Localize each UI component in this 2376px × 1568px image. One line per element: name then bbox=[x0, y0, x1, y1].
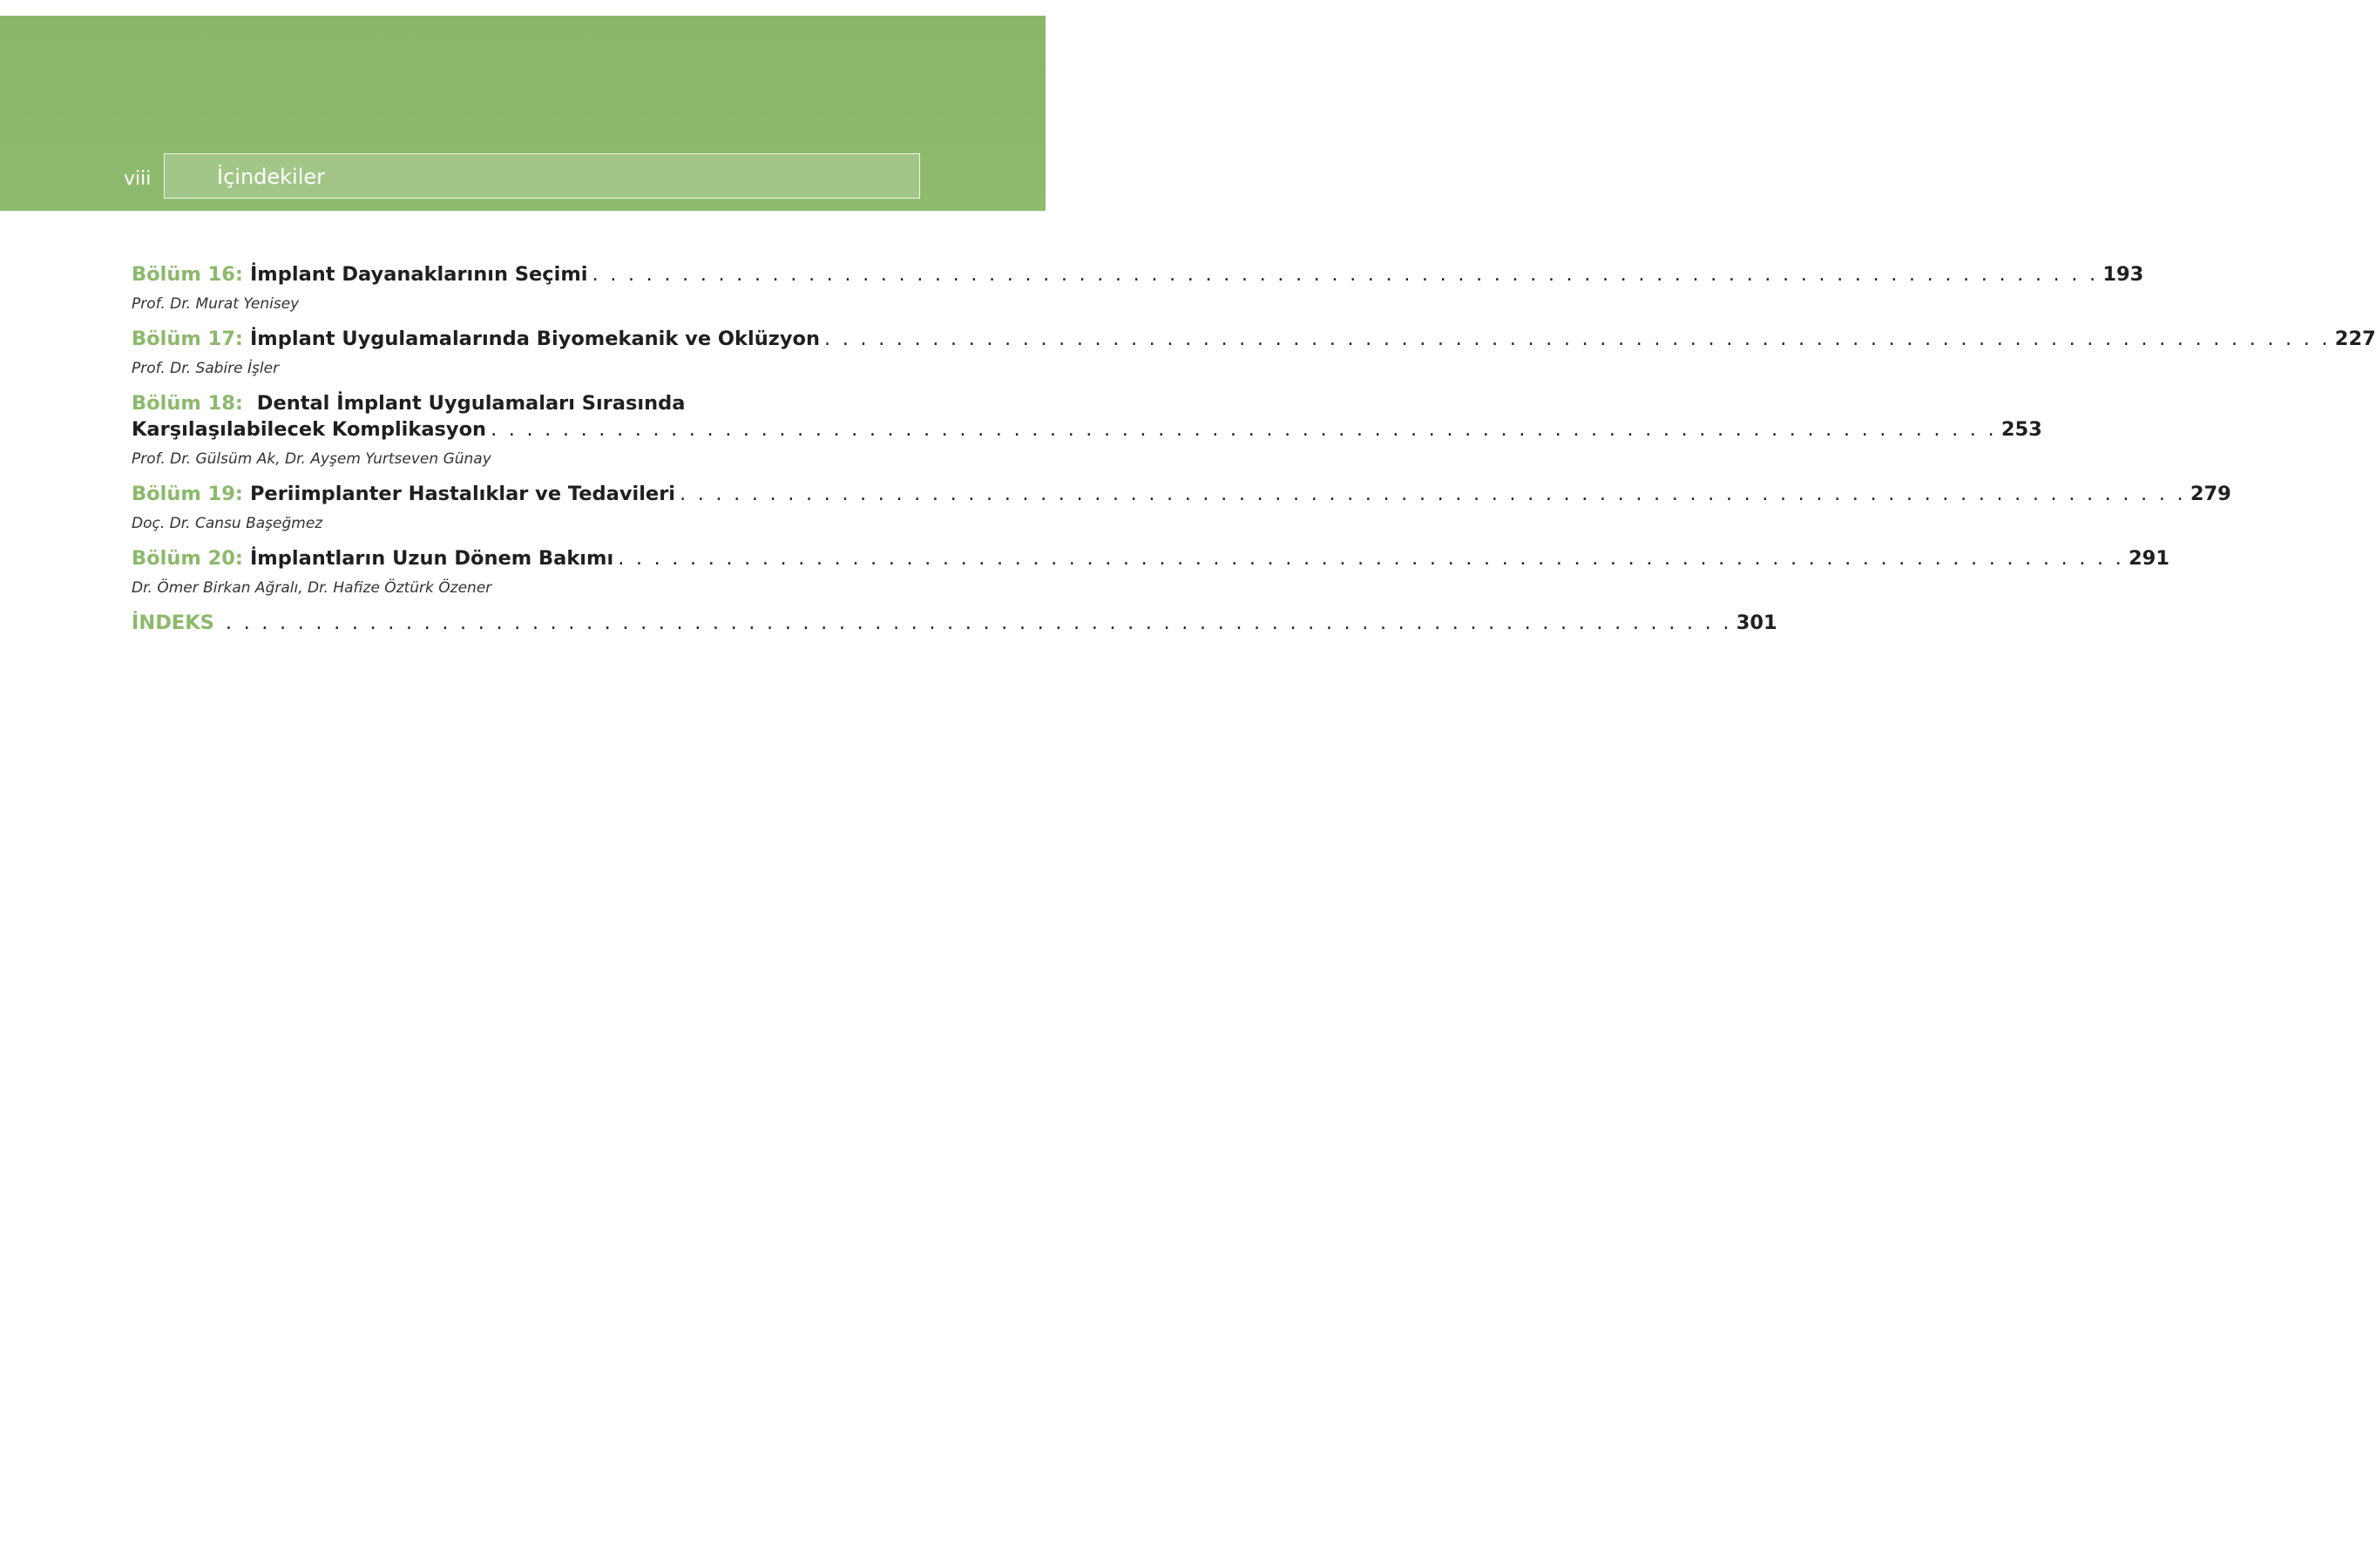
dot-leader: . . . . . . . . . . . . . . . . . . . . . . . . . . . . . . . . . . . . . . . . . . . . . . . . . . . . . . . . . . . . . . . . . . . . . . . . . . . . . . . . . . . . bbox=[592, 263, 2099, 286]
dot-leader: . . . . . . . . . . . . . . . . . . . . . . . . . . . . . . . . . . . . . . . . . . . . . . . . . . . . . . . . . . . . . . . . . . . . . . . . . . . . . . . . . . . . bbox=[680, 483, 2186, 505]
toc-entry-17[interactable] bbox=[132, 326, 2376, 378]
page-ref[interactable]: 193 bbox=[2102, 263, 2144, 286]
toc-entry-line-2[interactable] bbox=[132, 416, 2042, 443]
dot-leader: . . . . . . . . . . . . . . . . . . . . . . . . . . . . . . . . . . . . . . . . . . . . . . . . . . . . . . . . . . . . . . . . . . . . . . . . . . . . . . . . . . . . bbox=[823, 328, 2331, 350]
chapter-authors: Prof. Dr. Murat Yenisey bbox=[132, 295, 300, 313]
chapter-title-part-1[interactable]: Dental İmplant Uygulamaları Sırasında bbox=[256, 392, 686, 415]
toc-entry-line[interactable] bbox=[132, 326, 2376, 352]
toc-entry-20[interactable] bbox=[132, 545, 2170, 598]
chapter-label: Bölüm 19: bbox=[132, 483, 243, 505]
chapter-authors: Dr. Ömer Birkan Ağralı, Dr. Hafize Öztürk Özener bbox=[132, 579, 492, 597]
toc-entry-line[interactable] bbox=[132, 481, 2231, 507]
page-ref[interactable]: 301 bbox=[1736, 612, 1777, 634]
chapter-title[interactable]: İmplant Dayanaklarının Seçimi bbox=[249, 263, 588, 286]
chapter-title[interactable]: İmplant Uygulamalarında Biyomekanik ve Oklüzyon bbox=[249, 328, 820, 350]
toc-entry-18[interactable] bbox=[132, 390, 2042, 469]
toc-entry-line-1[interactable] bbox=[132, 390, 900, 416]
page-ref[interactable]: 227 bbox=[2334, 328, 2376, 350]
toc-entry-index[interactable] bbox=[132, 610, 1777, 636]
dot-leader: . . . . . . . . . . . . . . . . . . . . . . . . . . . . . . . . . . . . . . . . . . . . . . . . . . . . . . . . . . . . . . . . . . . . . . . . . . . . . . . . . . . . bbox=[491, 418, 1997, 441]
toc-entry-line[interactable] bbox=[132, 545, 2170, 571]
chapter-label: Bölüm 16: bbox=[132, 263, 243, 286]
table-of-contents bbox=[132, 261, 2376, 636]
dot-leader: . . . . . . . . . . . . . . . . . . . . . . . . . . . . . . . . . . . . . . . . . . . . . . . . . . . . . . . . . . . . . . . . . . . . . . . . . . . . . . . . . . . . bbox=[618, 547, 2124, 570]
chapter-label: Bölüm 17: bbox=[132, 328, 243, 350]
toc-entry-line[interactable] bbox=[132, 261, 2144, 287]
chapter-label: Bölüm 18: bbox=[132, 392, 243, 415]
page-number: viii bbox=[124, 168, 152, 190]
dot-leader: . . . . . . . . . . . . . . . . . . . . . . . . . . . . . . . . . . . . . . . . . . . . . . . . . . . . . . . . . . . . . . . . . . . . . . . . . . . . . . . . . . . . bbox=[225, 612, 1732, 634]
index-label[interactable]: İNDEKS bbox=[132, 612, 214, 634]
page-ref[interactable]: 291 bbox=[2129, 547, 2170, 570]
chapter-title[interactable]: İmplantların Uzun Dönem Bakımı bbox=[249, 547, 614, 570]
toc-entry-16[interactable] bbox=[132, 261, 2144, 314]
header-title-box bbox=[164, 153, 920, 199]
page-ref[interactable]: 253 bbox=[2000, 418, 2042, 441]
header-band bbox=[0, 16, 1046, 211]
toc-entry-line[interactable] bbox=[132, 610, 1777, 636]
toc-entry-19[interactable] bbox=[132, 481, 2231, 533]
chapter-authors: Prof. Dr. Gülsüm Ak, Dr. Ayşem Yurtseven Günay bbox=[132, 450, 491, 468]
chapter-title[interactable]: Periimplanter Hastalıklar ve Tedavileri bbox=[249, 483, 676, 505]
chapter-authors: Doç. Dr. Cansu Başeğmez bbox=[132, 515, 323, 532]
chapter-authors: Prof. Dr. Sabire İşler bbox=[132, 360, 280, 377]
page-ref[interactable]: 279 bbox=[2190, 483, 2231, 505]
page-title: İçindekiler bbox=[217, 165, 326, 189]
chapter-title-part-2[interactable]: Karşılaşılabilecek Komplikasyon bbox=[132, 418, 487, 441]
chapter-label: Bölüm 20: bbox=[132, 547, 243, 570]
